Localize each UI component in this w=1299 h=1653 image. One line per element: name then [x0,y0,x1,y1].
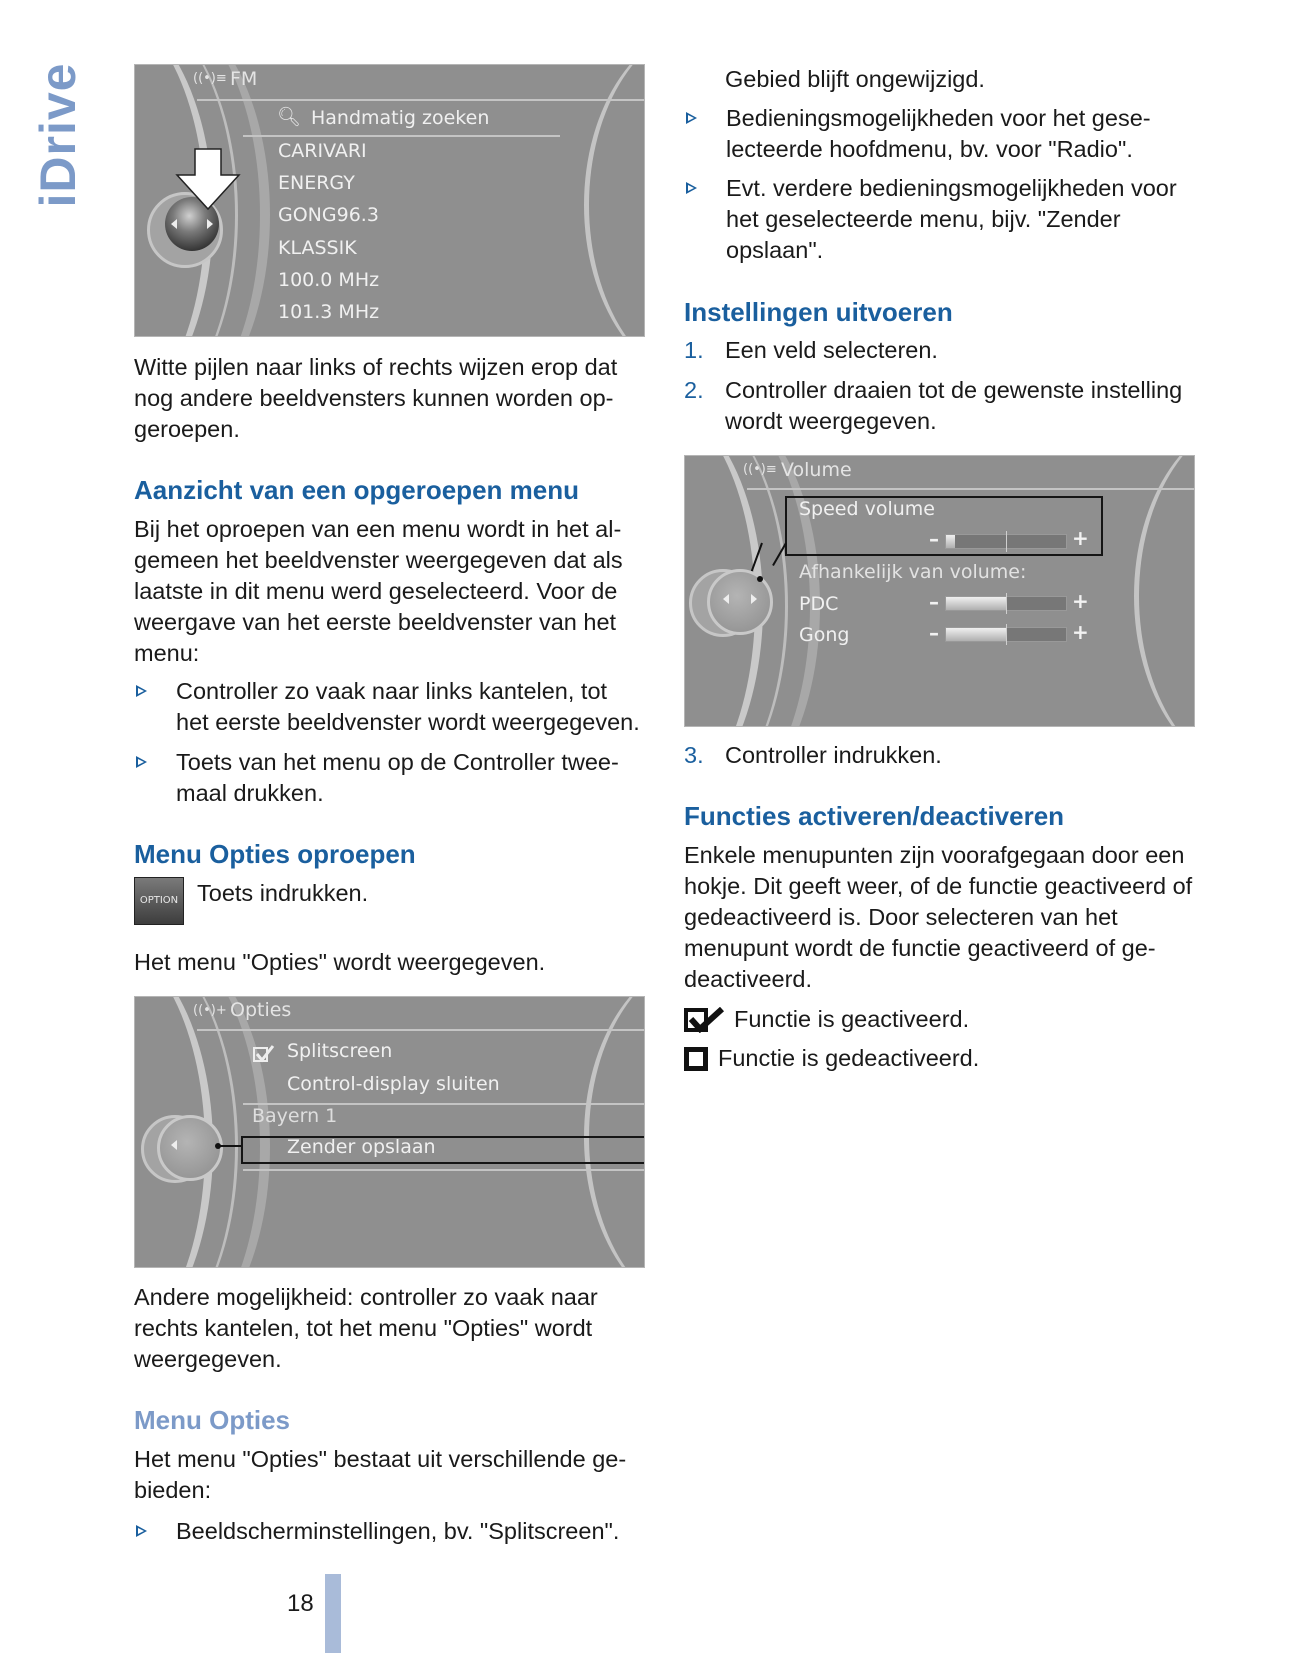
paragraph: Bij het oproepen van een menu wordt in het al-gemeen het beeldvenster weergegeven dat als laatste in dit menu werd geselecteerd. Voor de weergave van het eerste beeldvenster van het menu: [134,516,623,666]
paragraph: Witte pijlen naar links of rechts wijzen erop dat nog andere beeldvensters kunnen worden op-geroepen. [134,354,618,442]
option-instruction: Toets indrukken. [197,880,369,906]
station-item: GONG96.3 [278,204,379,226]
setting-sublabel: Afhankelijk van volume: [799,561,1027,583]
page-marker-bar [325,1574,341,1653]
station-item: CARIVARI [278,140,367,162]
option-button-icon: OPTION [134,877,184,925]
deactivated-label: Functie is gedeactiveerd. [718,1045,980,1071]
menu-item-selected: Zender opslaan [287,1136,436,1158]
step-item: 2. Controller draaien tot de gewenste instelling wordt weergegeven. [684,377,1183,434]
paragraph: Andere mogelijkheid: controller zo vaak naar rechts kantelen, tot het menu "Opties" wordt weergegeven. [134,1284,598,1372]
section-heading: Menu Opties [134,1405,291,1435]
controller-knob [157,1115,223,1181]
step-item: 3. Controller indrukken. [684,742,942,768]
section-heading: Instellingen uitvoeren [684,297,953,327]
bullet-item: Evt. verdere bedieningsmogelijkheden voor het geselecteerde menu, bijv. "Zender opslaan". [684,173,1194,266]
menu-section-label: Bayern 1 [252,1105,338,1127]
screen-title: Volume [781,459,852,481]
setting-label: Speed volume [799,498,935,520]
paragraph: Het menu "Opties" wordt weergegeven. [134,949,546,975]
station-item: 101.3 MHz [278,301,380,323]
section-heading: Functies activeren/deactiveren [684,801,1065,831]
continued-text: Gebied blijft ongewijzigd. [725,66,985,92]
screen-title: FM [230,68,258,90]
station-item: 100.0 MHz [278,269,380,291]
chapter-tab-label: iDrive [30,62,86,208]
gong-slider [945,627,1067,642]
menu-item: Splitscreen [287,1040,393,1062]
pdc-slider [945,596,1067,611]
volume-screen-image: ((•)≡ Volume Speed volume – + Afhankelijk van volume: PDC – + Gong – + [684,455,1195,727]
setting-label: Gong [799,624,850,646]
section-heading: Menu Opties oproepen [134,839,416,869]
fm-screen-image [134,64,645,337]
speed-volume-slider [945,534,1067,549]
search-icon: 🔍︎ [277,106,302,128]
bullet-item: Controller zo vaak naar links kantelen, tot het eerste beeldvenster wordt weergegeven. [134,676,644,738]
down-arrow-icon [173,147,243,217]
menu-item-search: Handmatig zoeken [311,107,490,129]
bullet-item: Beeldscherminstellingen, bv. "Splitscreen". [134,1516,644,1547]
checkbox-checked-icon [253,1045,275,1063]
paragraph: Enkele menupunten zijn voorafgegaan door een hokje. Dit geeft weer, of de functie geactiveerd of gedeactiveerd is. Door selecteren van het menupunt wordt de functie geactiveerd of ge-deactiveerd. [684,842,1193,992]
station-item: KLASSIK [278,237,357,259]
station-item: ENERGY [278,172,355,194]
step-item: 1. Een veld selecteren. [684,337,938,363]
activated-label: Functie is geactiveerd. [734,1006,970,1032]
menu-item: Control-display sluiten [287,1073,500,1095]
checkbox-checked-icon [684,1007,726,1033]
radio-signal-icon: ((•)≡ [743,462,777,477]
screen-title: Opties [230,999,292,1021]
chapter-tab [28,60,88,210]
page-number: 18 [287,1590,314,1617]
bullet-item: Bedieningsmogelijkheden voor het gese-lecteerde hoofdmenu, bv. voor "Radio". [684,103,1194,165]
section-heading: Aanzicht van een opgeroepen menu [134,475,579,505]
options-screen-image [134,996,645,1268]
setting-label: PDC [799,593,839,615]
radio-signal-icon: ((•)+ [193,1003,227,1018]
checkbox-empty-icon [684,1047,708,1071]
controller-knob [707,569,773,635]
paragraph: Het menu "Opties" bestaat uit verschillende ge-bieden: [134,1446,627,1503]
radio-signal-icon: ((•)≡ [193,71,227,86]
bullet-item: Toets van het menu op de Controller twee-maal drukken. [134,747,644,809]
